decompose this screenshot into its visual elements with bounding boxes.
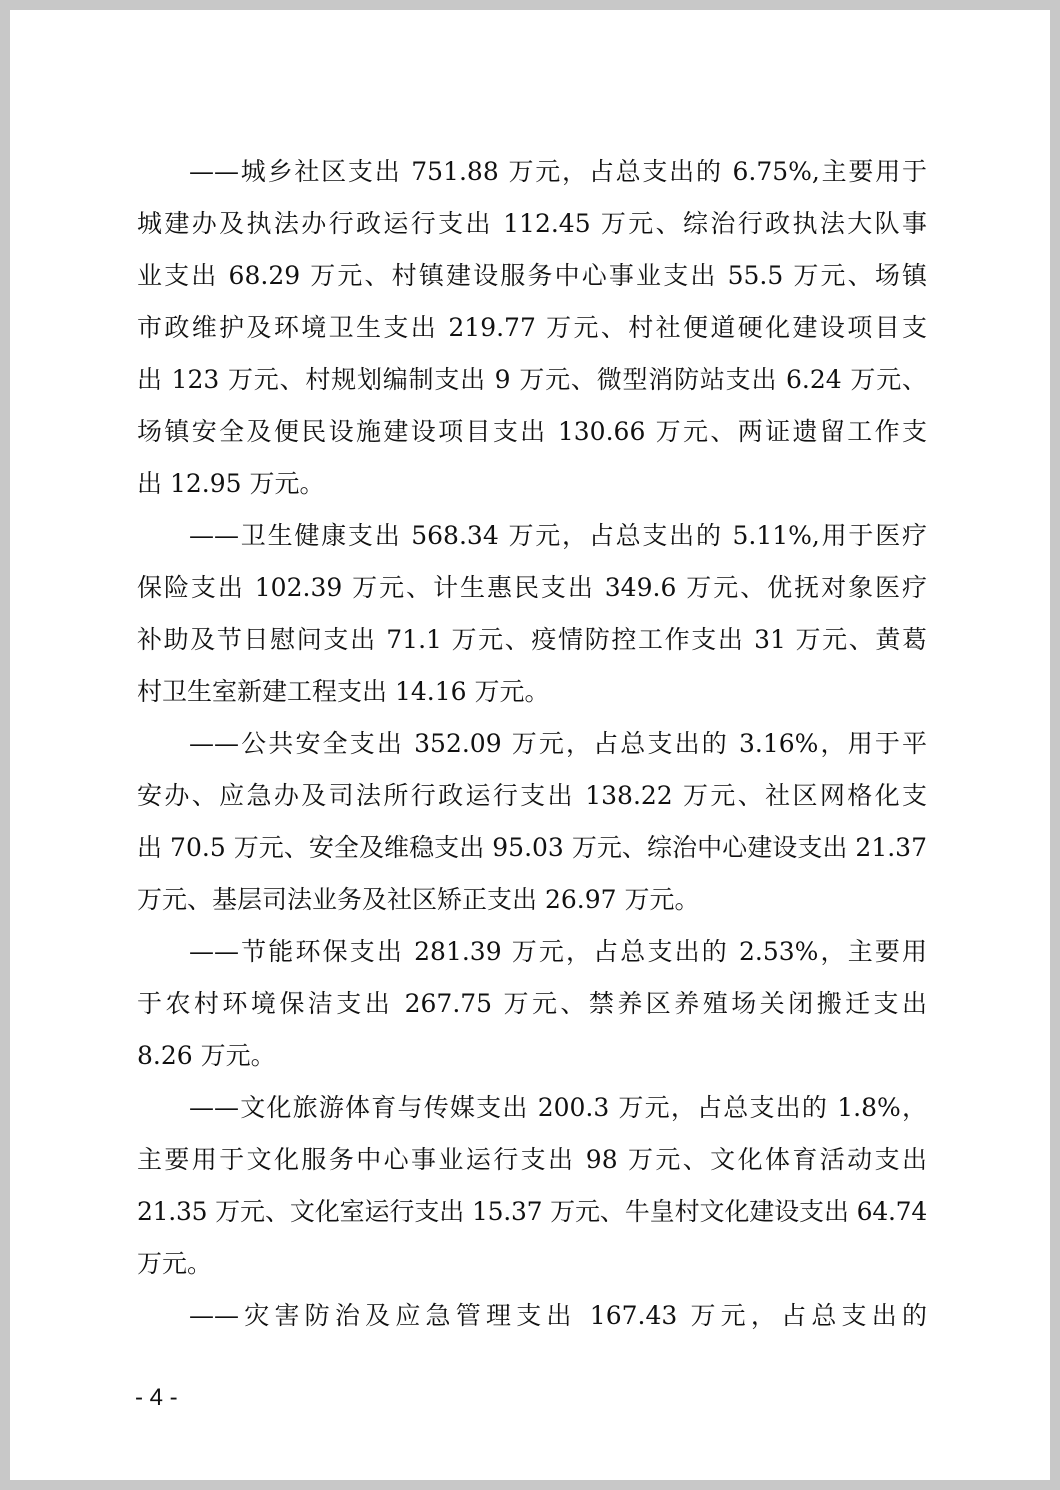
text-line: 21.35 万元、文化室运行支出 15.37 万元、牛皇村文化建设支出 64.74 [137, 1197, 927, 1226]
paragraph-environmental-protection [137, 926, 927, 1082]
text-line: 于农村环境保洁支出 267.75 万元、禁养区养殖场关闭搬迁支出 [137, 989, 927, 1018]
text-line: 保险支出 102.39 万元、计生惠民支出 349.6 万元、优抚对象医疗 [137, 573, 927, 602]
document-page [10, 10, 1050, 1480]
text-line: 主要用于文化服务中心事业运行支出 98 万元、文化体育活动支出 [137, 1145, 927, 1174]
text-line: 出 123 万元、村规划编制支出 9 万元、微型消防站支出 6.24 万元、 [137, 365, 927, 394]
text-line: 村卫生室新建工程支出 14.16 万元。 [137, 677, 550, 706]
text-line: 城建办及执法办行政运行支出 112.45 万元、综治行政执法大队事 [137, 209, 927, 238]
text-line: 安办、应急办及司法所行政运行支出 138.22 万元、社区网格化支 [137, 781, 927, 810]
text-line: 万元、基层司法业务及社区矫正支出 26.97 万元。 [137, 885, 700, 914]
text-line: ——节能环保支出 281.39 万元，占总支出的 2.53%，主要用 [189, 937, 927, 966]
text-line: 出 12.95 万元。 [137, 469, 325, 498]
text-line: ——文化旅游体育与传媒支出 200.3 万元，占总支出的 1.8%， [189, 1093, 927, 1122]
text-line: 万元。 [137, 1249, 213, 1278]
text-line: 业支出 68.29 万元、村镇建设服务中心事业支出 55.5 万元、场镇 [137, 261, 927, 290]
text-line: ——灾害防治及应急管理支出 167.43 万元，占总支出的 [189, 1301, 927, 1330]
paragraph-public-safety [137, 718, 927, 926]
text-line: ——公共安全支出 352.09 万元，占总支出的 3.16%，用于平 [189, 729, 927, 758]
text-line: 市政维护及环境卫生支出 219.77 万元、村社便道硬化建设项目支 [137, 313, 927, 342]
text-line: 出 70.5 万元、安全及维稳支出 95.03 万元、综治中心建设支出 21.37 [137, 833, 927, 862]
text-line: ——城乡社区支出 751.88 万元，占总支出的 6.75%,主要用于 [189, 157, 927, 186]
page-number: - 4 - [135, 1384, 178, 1411]
text-line: 8.26 万元。 [137, 1041, 276, 1070]
paragraph-disaster-prevention [137, 1290, 927, 1342]
text-line: 补助及节日慰问支出 71.1 万元、疫情防控工作支出 31 万元、黄葛 [137, 625, 927, 654]
paragraph-health [137, 510, 927, 718]
text-line: 场镇安全及便民设施建设项目支出 130.66 万元、两证遗留工作支 [137, 417, 927, 446]
paragraph-urban-rural-community [137, 146, 927, 510]
text-line: ——卫生健康支出 568.34 万元，占总支出的 5.11%,用于医疗 [189, 521, 927, 550]
paragraph-culture-sports-media [137, 1082, 927, 1290]
